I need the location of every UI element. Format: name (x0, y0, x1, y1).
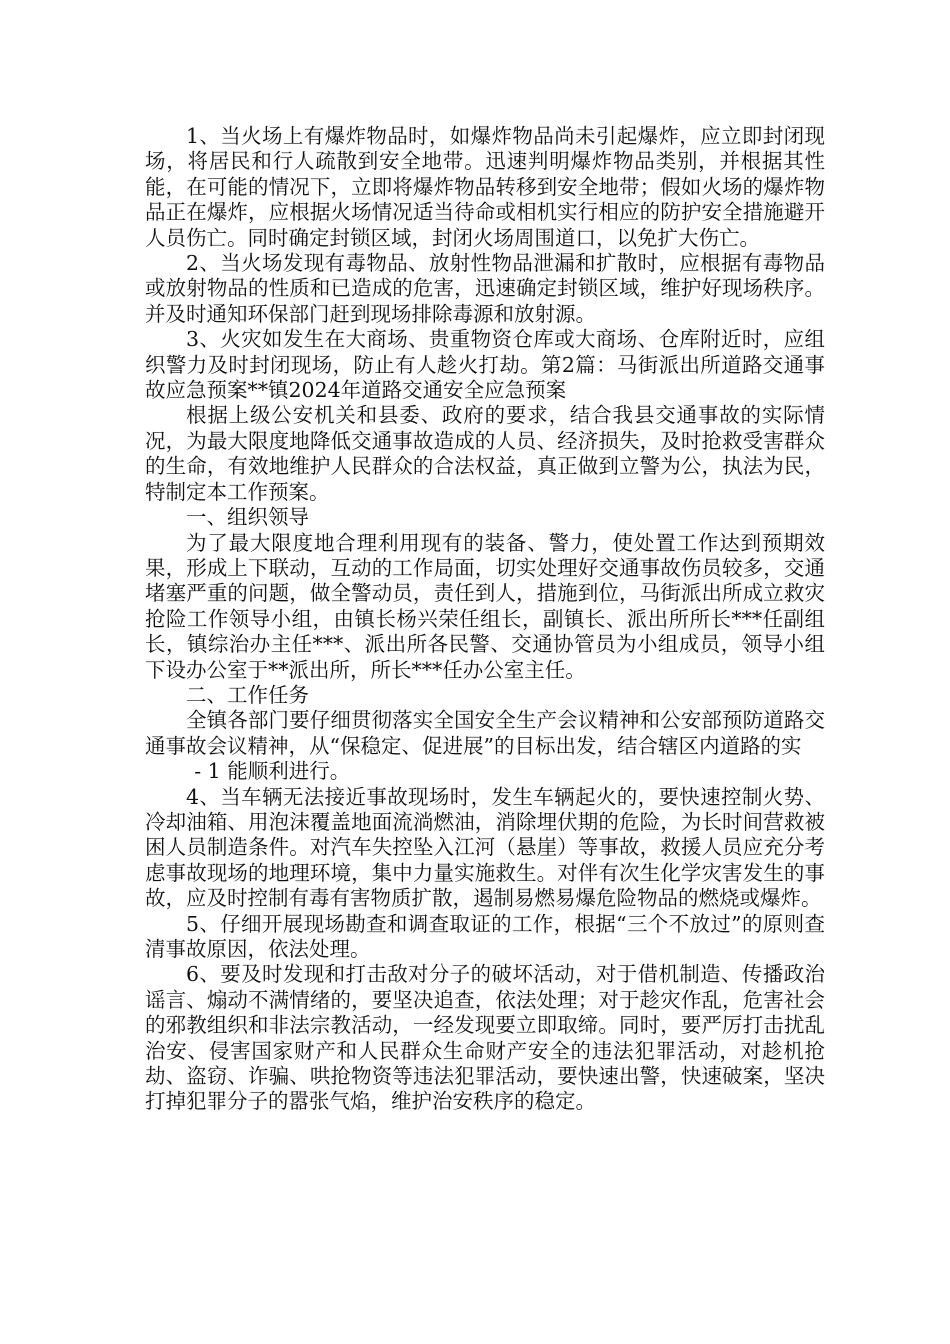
paragraph-vehicle-fire: 4、当车辆无法接近事故现场时，发生车辆起火的，要快速控制火势、冷却油箱、用泡沫覆盖地面流淌燃油，消除埋伏期的危险，为长时间营救被困人员制造条件。对汽车失控坠入江河（悬崖）等事故，救援人员应充分考虑事故现场的地理环境，集中力量实施救生。对伴有次生化学灾害发生的事故，应及时控制有毒有害物质扩散，遏制易燃易爆危险物品的燃烧或爆炸。 (145, 784, 825, 911)
paragraph-explosives: 1、当火场上有爆炸物品时，如爆炸物品尚未引起爆炸，应立即封闭现场，将居民和行人疏散到安全地带。迅速判明爆炸物品类别，并根据其性能，在可能的情况下，立即将爆炸物品转移到安全地带；假如火场的爆炸物品正在爆炸，应根据火场情况适当待命或相机实行相应的防护安全措施避开人员伤亡。同时确定封锁区域，封闭火场周围道口，以免扩大伤亡。 (145, 124, 825, 250)
paragraph-investigation: 5、仔细开展现场勘查和调查取证的工作，根据“三个不放过”的原则查清事故原因，依法处理。 (145, 911, 825, 961)
paragraph-mall-fire: 3、火灾如发生在大商场、贵重物资仓库或大商场、仓库附近时，应组织警力及时封闭现场，防止有人趁火打劫。第2篇：马街派出所道路交通事故应急预案**镇2024年道路交通安全应急预案 (145, 327, 825, 403)
heading-organization: 一、组织领导 (186, 505, 309, 530)
paragraph-toxic-materials: 2、当火场发现有毒物品、放射性物品泄漏和扩散时，应根据有毒物品或放射物品的性质和已造成的危害，迅速确定封锁区域，维护好现场秩序。并及时通知环保部门赶到现场排除毒源和放射源。 (145, 251, 825, 326)
page-break-line: - 1 能顺利进行。 (194, 759, 351, 784)
heading-tasks: 二、工作任务 (186, 682, 309, 707)
paragraph-tasks: 全镇各部门要仔细贯彻落实全国安全生产会议精神和公安部预防道路交通事故会议精神，从“保稳定、促进展”的目标出发，结合辖区内道路的实 (145, 708, 825, 758)
document-body (145, 124, 825, 1115)
paragraph-organization: 为了最大限度地合理利用现有的装备、警力，使处置工作达到预期效果，形成上下联动，互动的工作局面，切实处理好交通事故伤员较多，交通堵塞严重的问题，做全警动员，责任到人，措施到位，马街派出所成立救灾抢险工作领导小组，由镇长杨兴荣任组长，副镇长、派出所所长***任副组长，镇综治办主任***、派出所各民警、交通协管员为小组成员，领导小组下设办公室于**派出所，所长***任办公室主任。 (145, 530, 825, 682)
paragraph-public-security: 6、要及时发现和打击敌对分子的破坏活动，对于借机制造、传播政治谣言、煽动不满情绪的，要坚决追查，依法处理；对于趁灾作乱，危害社会的邪教组织和非法宗教活动，一经发现要立即取缔。同时，要严厉打击扰乱治安、侵害国家财产和人民群众生命财产安全的违法犯罪活动，对趁机抢劫、盗窃、诈骗、哄抢物资等违法犯罪活动，要快速出警，快速破案，坚决打掉犯罪分子的嚣张气焰，维护治安秩序的稳定。 (145, 962, 825, 1114)
paragraph-plan-intro: 根据上级公安机关和县委、政府的要求，结合我县交通事故的实际情况，为最大限度地降低交通事故造成的人员、经济损失，及时抢救受害群众的生命，有效地维护人民群众的合法权益，真正做到立警为公，执法为民，特制定本工作预案。 (145, 403, 825, 504)
